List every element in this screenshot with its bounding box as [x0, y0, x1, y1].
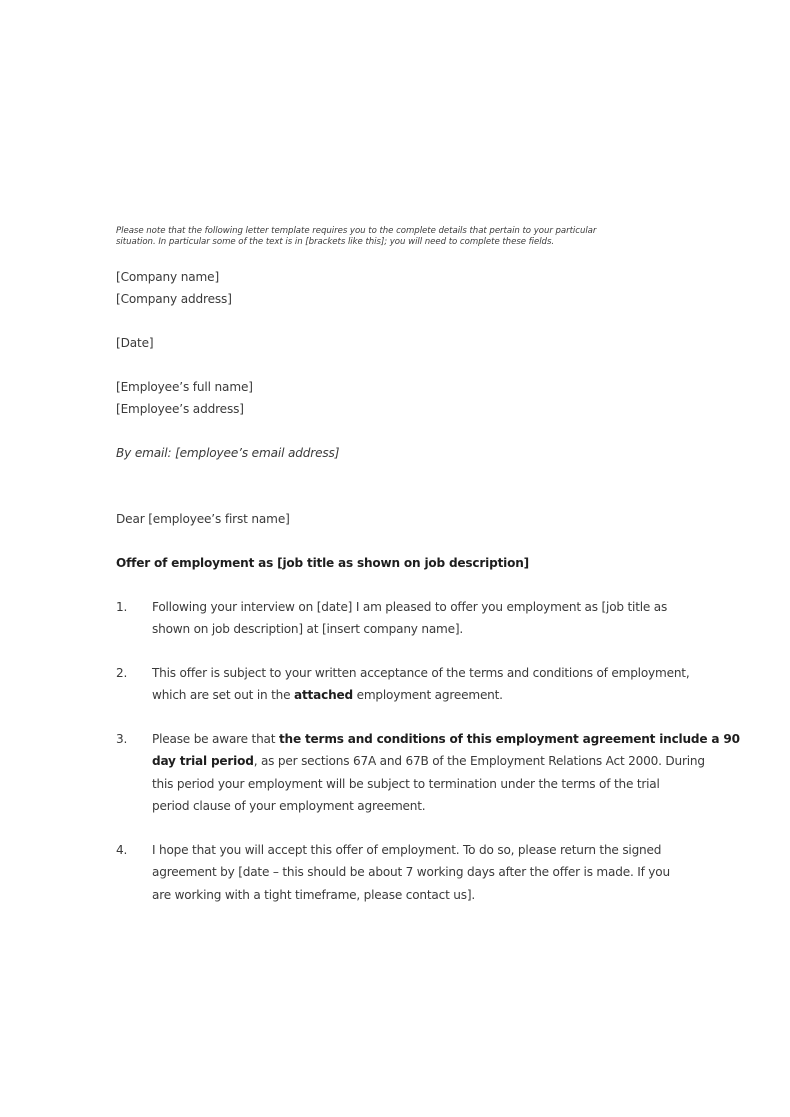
list-item-line	[152, 773, 688, 795]
list-item-text	[152, 728, 740, 818]
list-item-line	[152, 861, 688, 883]
text-run: employment agreement.	[352, 688, 503, 703]
list-item-text	[152, 839, 688, 906]
date-block	[116, 332, 153, 354]
list-item-line	[152, 596, 688, 618]
salutation: Dear [employee’s first name]	[116, 512, 290, 526]
list-number: 1.	[116, 600, 128, 614]
note-line: situation. In particular some of the text is in [brackets like this]; you will need to complete these fields.	[116, 237, 555, 247]
text-run: Please be aware that	[152, 732, 279, 746]
by-email-block	[116, 442, 339, 464]
list-item-line	[152, 884, 688, 906]
text-run: are working with a tight timeframe, please contact us].	[152, 887, 475, 902]
text-run: This offer is subject to your written acceptance of the terms and conditions of employment,	[152, 666, 690, 680]
note-line: Please note that the following letter template requires you to the complete details that pertain to your particular	[116, 226, 597, 236]
employee-full-name: [Employee’s full name]	[116, 380, 253, 394]
list-number: 3.	[116, 732, 128, 746]
list-item-line	[152, 839, 688, 861]
list-number: 4.	[116, 843, 128, 857]
text-run: agreement by [date – this should be about 7 working days after the offer is made. If you	[152, 865, 670, 880]
template-instructions-note	[116, 226, 686, 248]
text-run: this period your employment will be subject to termination under the terms of the trial	[152, 776, 660, 791]
text-run: shown on job description] at [insert company name].	[152, 622, 464, 637]
salutation-block	[116, 508, 290, 530]
list-item-line	[152, 795, 688, 817]
text-run: Following your interview on [date] I am pleased to offer you employment as [job title as	[152, 600, 668, 614]
list-item-line	[152, 750, 705, 772]
list-item-line	[152, 618, 688, 640]
by-email-line: By email: [employee’s email address]	[116, 446, 340, 460]
text-run: period clause of your employment agreement.	[152, 799, 426, 814]
employee-block	[116, 376, 253, 420]
text-run: I hope that you will accept this offer of employment. To do so, please return the signed	[152, 843, 662, 857]
company-address: [Company address]	[116, 292, 232, 306]
list-item-line	[152, 684, 688, 706]
text-run: which are set out in the	[152, 688, 295, 703]
list-item-line	[152, 662, 688, 684]
letter-date: [Date]	[116, 336, 154, 350]
bold-text: day trial period	[152, 754, 254, 769]
bold-text: attached	[294, 688, 353, 703]
offer-heading: Offer of employment as [job title as shown on job description]	[116, 556, 529, 570]
employee-address: [Employee’s address]	[116, 402, 244, 416]
list-item-line	[152, 728, 740, 750]
list-item-text	[152, 662, 688, 707]
company-name: [Company name]	[116, 270, 220, 284]
list-number: 2.	[116, 666, 128, 680]
list-item-text	[152, 596, 688, 641]
text-run: , as per sections 67A and 67B of the Employment Relations Act 2000. During	[253, 754, 705, 769]
bold-text: the terms and conditions of this employment agreement include a 90	[278, 732, 740, 746]
company-block	[116, 266, 232, 310]
